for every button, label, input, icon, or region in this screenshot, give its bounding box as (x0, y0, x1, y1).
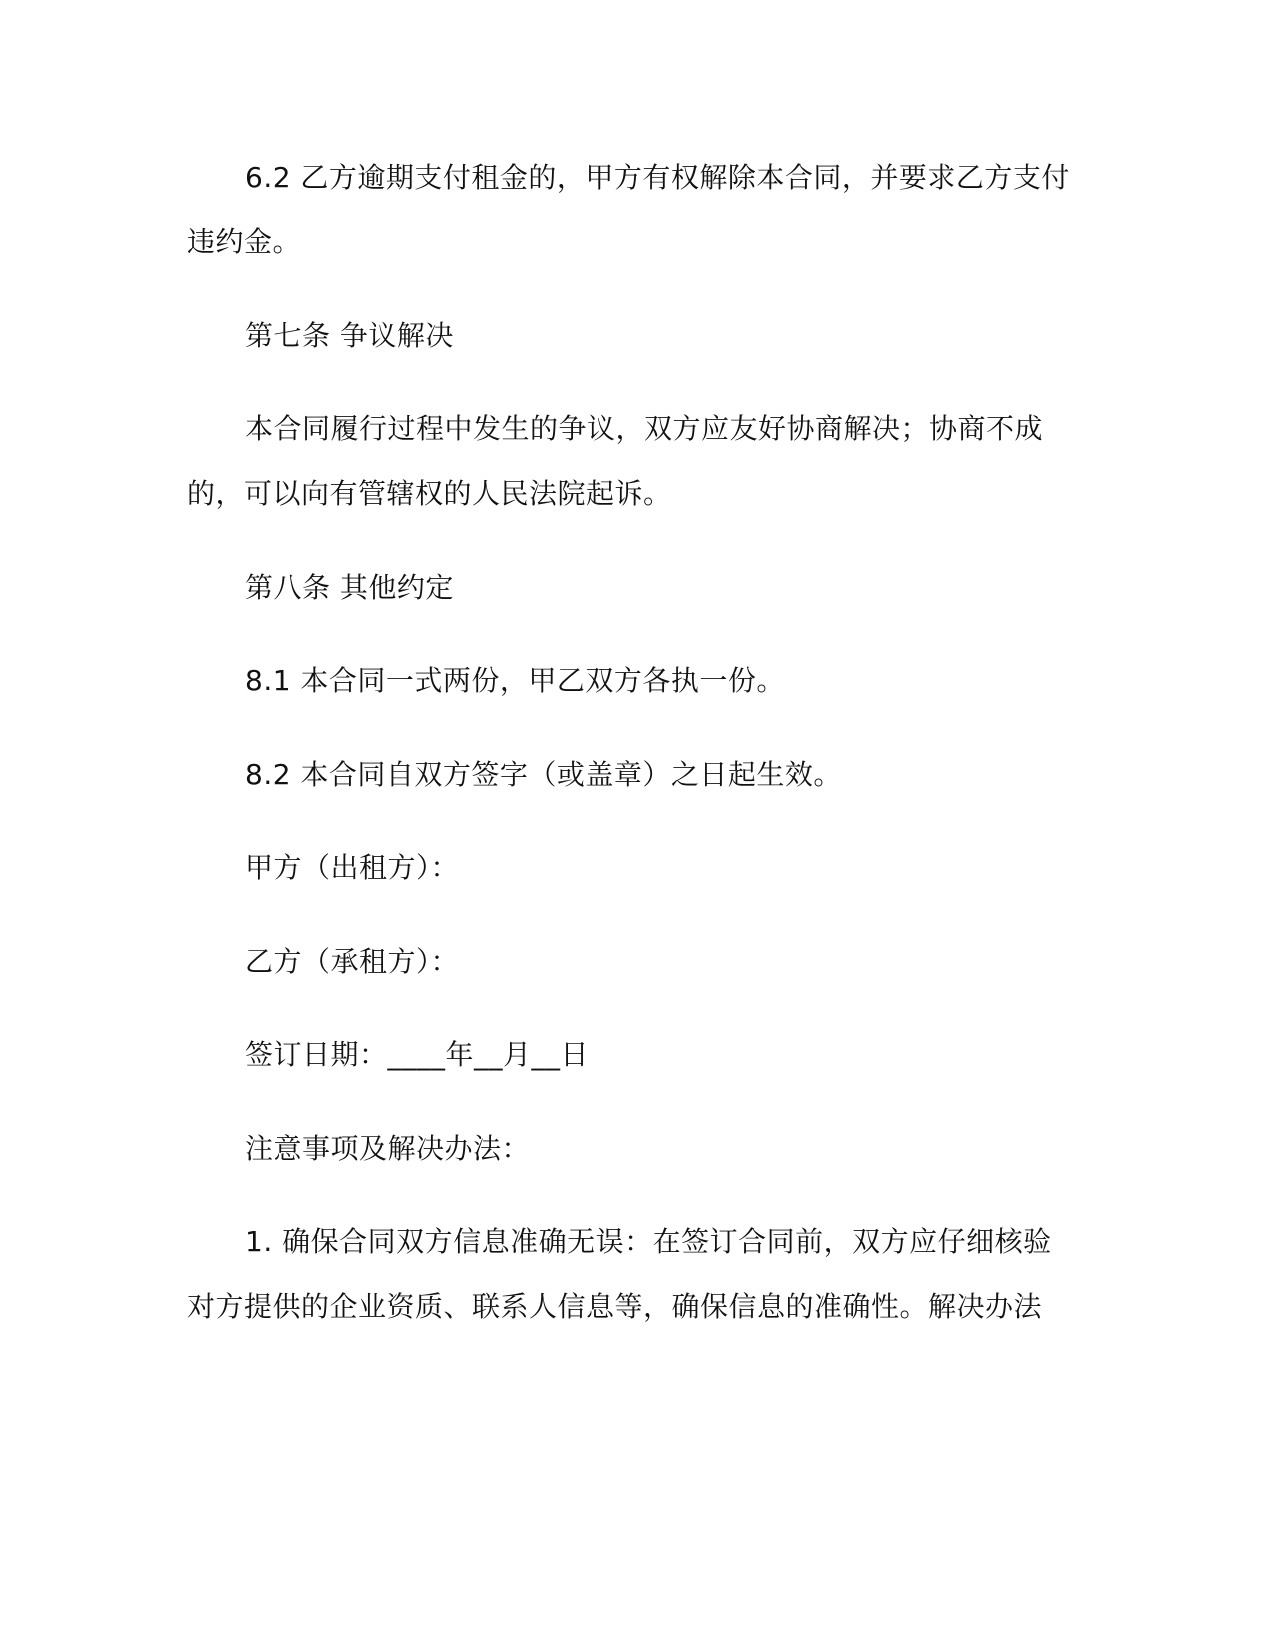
article-7-body-line-2: 的，可以向有管辖权的人民法院起诉。 (187, 477, 672, 510)
article-8-heading: 第八条 其他约定 (245, 571, 454, 604)
clause-8-1: 8.1 本合同一式两份，甲乙双方各执一份。 (245, 664, 785, 697)
note-1-line-1: 1. 确保合同双方信息准确无误：在签订合同前，双方应仔细核验 (245, 1225, 1052, 1258)
article-7-heading: 第七条 争议解决 (245, 319, 454, 352)
article-7-body-line-1: 本合同履行过程中发生的争议，双方应友好协商解决；协商不成 (245, 412, 1044, 445)
notes-heading: 注意事项及解决办法： (245, 1132, 531, 1165)
clause-6-2-line-2: 违约金。 (187, 225, 302, 258)
party-b-signature: 乙方（承租方）： (245, 945, 460, 978)
clause-8-2: 8.2 本合同自双方签字（或盖章）之日起生效。 (245, 758, 842, 791)
signing-date: 签订日期：____年__月__日 (245, 1038, 590, 1071)
party-a-signature: 甲方（出租方）： (245, 851, 460, 884)
note-1-line-2: 对方提供的企业资质、联系人信息等，确保信息的准确性。解决办法 (187, 1290, 1043, 1323)
clause-6-2-line-1: 6.2 乙方逾期支付租金的，甲方有权解除本合同，并要求乙方支付 (245, 161, 1070, 194)
